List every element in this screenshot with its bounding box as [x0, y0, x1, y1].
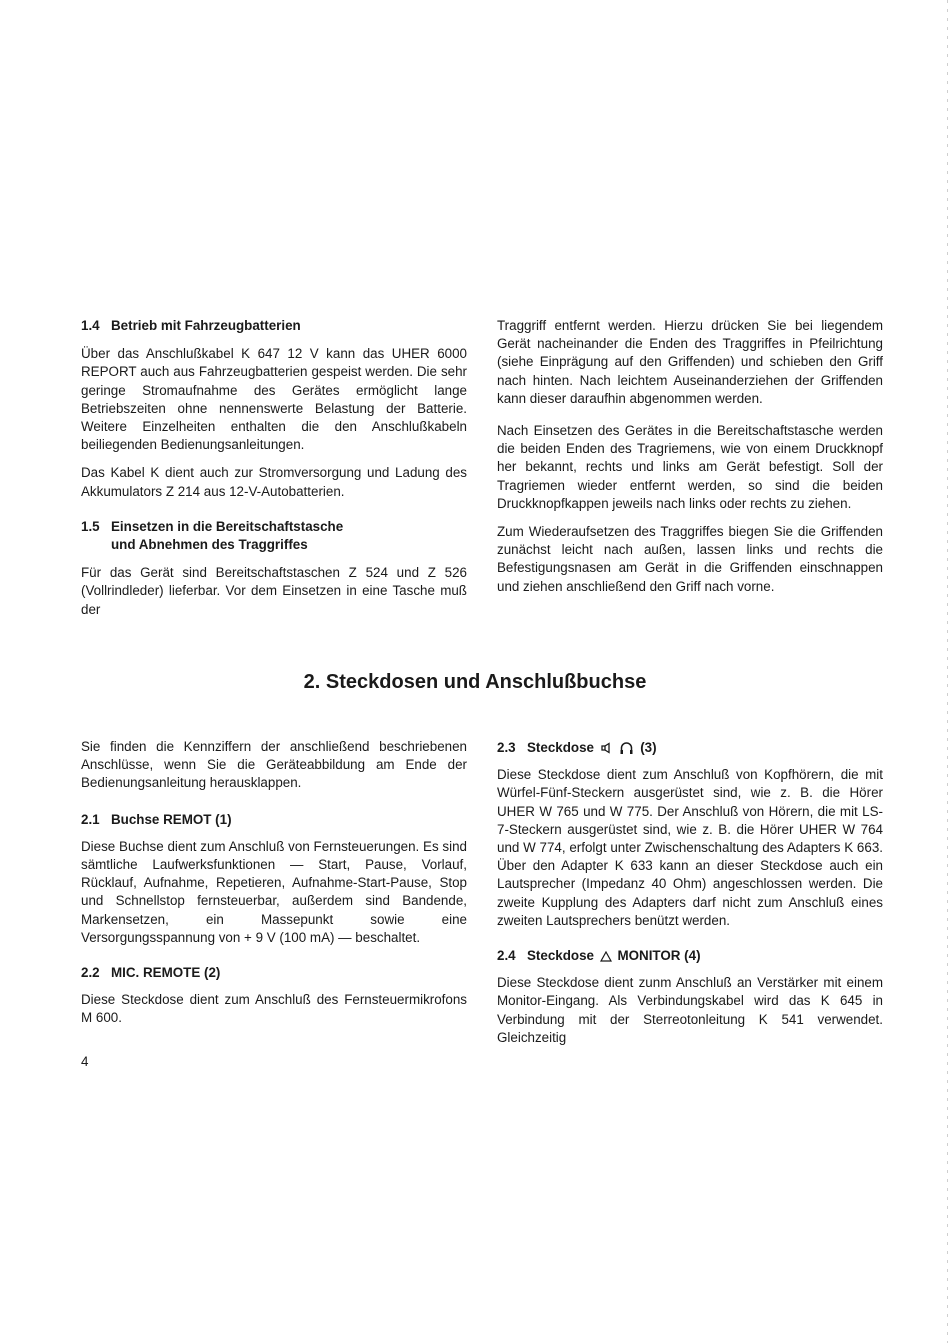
headphones-icon	[619, 741, 634, 755]
section-2-1-paragraph: Diese Buchse dient zum Anschluß von Fernsteuerungen. Es sind sämtliche Laufwerksfunktionen — Start, Pause, Vorlauf, Rücklauf, Aufnahme, Repetieren, Aufnahme-Start-Pause, Stop und Schnellstop fernsteuerbar, außerdem sind Bandende, Markensetzen, ein Massepunkt sowie eine Versorgungsspannung von + 9 V (100 mA) — beschaltet.	[81, 838, 467, 945]
section-title-suffix: (3)	[640, 740, 657, 755]
section-2-3-heading	[497, 739, 883, 757]
section-2-4-heading	[497, 947, 883, 965]
section-number: 1.4	[81, 318, 100, 333]
section-title-line-2: und Abnehmen des Traggriffes	[111, 537, 308, 553]
section-number: 2.1	[81, 811, 100, 827]
section-2-1-heading	[81, 811, 467, 829]
upper-right-column	[497, 317, 883, 596]
section-2-2-heading	[81, 964, 467, 982]
section-number: 2.4	[497, 948, 516, 964]
section-1-4-paragraph-1: Über das Anschlußkabel K 647 12 V kann das UHER 6000 REPORT auch aus Fahrzeugbatterien gespeist werden. Die sehr geringe Stromaufnahme des Gerätes ermöglicht lange Betriebszeiten ohne nennenswerte Belastung der Batterie. Weitere Einzelheiten enthalten die den Anschlußkabeln beiliegenden Bedienungsanleitungen.	[81, 346, 467, 453]
lower-right-column	[497, 739, 883, 1047]
lower-left-column	[81, 738, 467, 1028]
upper-left-column	[81, 317, 467, 619]
section-title-word: Steckdose	[527, 948, 594, 964]
section-title: MIC. REMOTE (2)	[111, 965, 221, 981]
section-title-line-1: Einsetzen in die Bereitschaftstasche	[111, 518, 344, 534]
chapter-2-intro: Sie finden die Kennziffern der anschließend beschriebenen Anschlüsse, wenn Sie die Geräteabbildung am Ende der Bedienungsanleitung herausklappen.	[81, 739, 467, 791]
section-title-suffix: MONITOR (4)	[617, 948, 701, 964]
section-2-2-paragraph: Diese Steckdose dient zum Anschluß des Fernsteuermikrofons M 600.	[81, 992, 467, 1026]
triangle-icon	[600, 951, 612, 962]
section-1-5-paragraph-3: Nach Einsetzen des Gerätes in die Bereitschaftstasche werden die beiden Enden des Tragriemens, wie von einem Druckknopf her bekannt, rechts und links am Gerät befestigt. Soll der Tragriemen wieder entfernt werden, so sind die beiden Druckknopfkappen jeweils nach links oder rechts zu ziehen.	[497, 423, 883, 511]
section-number: 2.2	[81, 965, 100, 981]
section-number: 2.3	[497, 740, 516, 755]
section-2-3-paragraph: Diese Steckdose dient zum Anschluß von Kopfhörern, die mit Würfel-Fünf-Steckern ausgerüstet sind, wie z. B. die Hörer UHER W 765 und W 775. Der Anschluß von Hörern, die mit LS-7-Steckern ausgerüstet sind, wie z. B. die Hörer UHER W 764 und W 774, erfolgt unter Zwischenschaltung des Adapters K 663. Über den Adapter K 633 kann an dieser Steckdose auch ein Lautsprecher (Impedanz 40 Ohm) angeschlossen werden. Die zweite Kupplung des Adapters darf nicht zum Anschluß eines zweiten Lautsprechers benützt werden.	[497, 767, 883, 928]
section-1-4-paragraph-2: Das Kabel K dient auch zur Stromversorgung und Ladung des Akkumulators Z 214 aus 12-V-Autobatterien.	[81, 465, 467, 499]
section-title: Buchse REMOT (1)	[111, 811, 232, 827]
section-1-5-paragraph-4: Zum Wiederaufsetzen des Traggriffes biegen Sie die Griffenden zunächst leicht nach außen, lassen links und rechts die Befestigungsnasen am Gerät in die Griffenden einschnappen und ziehen anschließend den Griff nach vorne.	[497, 524, 883, 594]
section-2-4-paragraph: Diese Steckdose dient zunm Anschluß an Verstärker mit einem Monitor-Eingang. Als Verbindungskabel wird das K 645 in Verbindung mit der Sterreotonleitung K 541 verwendet. Gleichzeitig	[497, 975, 883, 1045]
page-number: 4	[81, 1054, 89, 1069]
section-number: 1.5	[81, 518, 100, 534]
section-1-4-heading	[81, 317, 467, 335]
chapter-2-title: 2. Steckdosen und Anschlußbuchse	[303, 671, 647, 693]
section-1-5-paragraph-1: Für das Gerät sind Bereitschaftstaschen Z 524 und Z 526 (Vollrindleder) lieferbar. Vor dem Einsetzen in eine Tasche muß der	[81, 565, 467, 617]
section-title: Betrieb mit Fahrzeugbatterien	[111, 318, 301, 333]
section-1-5-heading	[81, 518, 467, 554]
section-title-word: Steckdose	[527, 740, 594, 755]
section-1-5-paragraph-2: Traggriff entfernt werden. Hierzu drücken Sie bei liegendem Gerät nacheinander die Enden des Traggriffes in Pfeilrichtung (siehe Einprägung auf den Griffenden) und schieben den Griff nach hinten. Nach leichtem Auseinanderziehen der Griffenden kann dieser daraufhin abgenommen werden.	[497, 318, 883, 406]
speaker-icon	[600, 742, 612, 754]
